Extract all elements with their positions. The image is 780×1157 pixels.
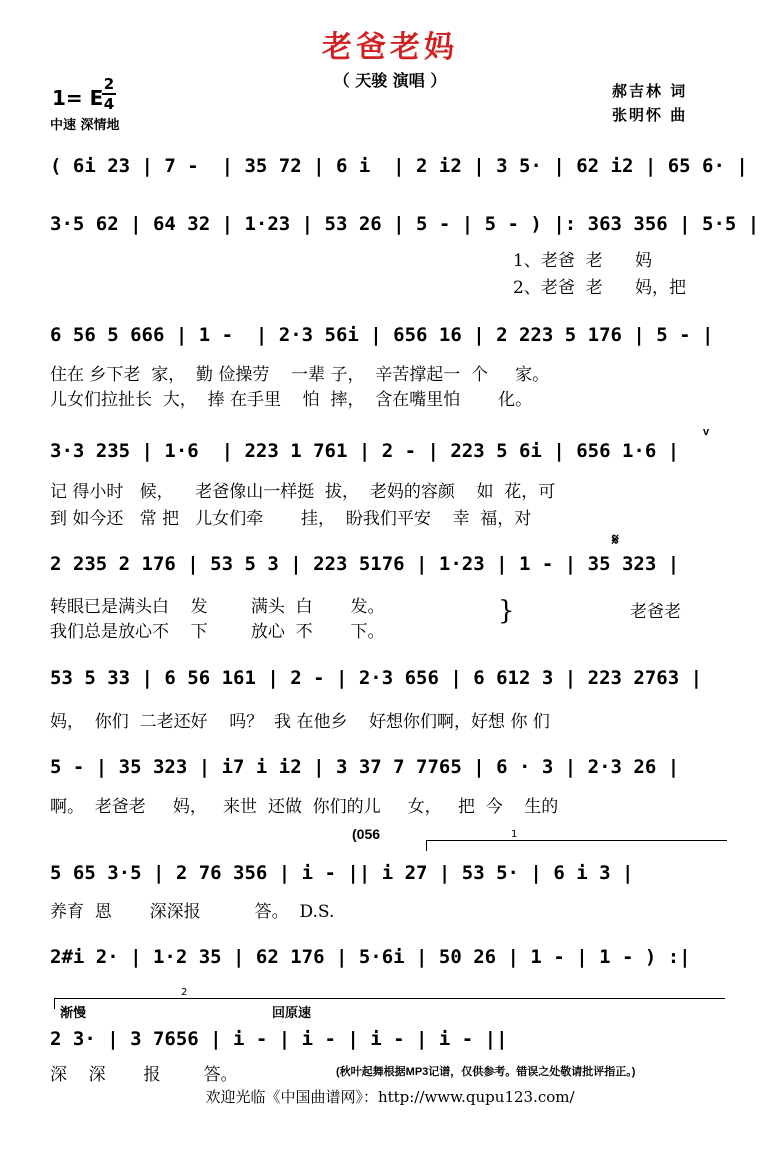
lyric-brace: } (498, 596, 515, 626)
time-signature (102, 76, 116, 112)
score-row-9: 2#i 2· | 1·2 35 | 62 176 | 5·6i | 50 26 | 1 - | 1 - ) :| (50, 946, 691, 968)
song-title: 老爸老妈 (322, 30, 458, 65)
lyric-verse1-intro: 1、老爸 老 妈 (513, 251, 653, 271)
lyric-row-5-coda: 老爸老 (630, 602, 681, 622)
volta-2 (54, 987, 725, 1009)
volta-1-label: 1 (511, 829, 518, 840)
lyric-row-5a: 转眼已是满头白 发 满头 白 发。 (50, 597, 385, 617)
score-row-8: 5 65 3·5 | 2 76 356 | i - || i 27 | 53 5· | 6 i 3 | (50, 862, 634, 884)
score-row-4: 3·3 235 | 1·6 | 223 1 761 | 2 - | 223 5 6i | 656 1·6 | (50, 440, 680, 462)
volta-1 (426, 829, 727, 851)
lyric-row-5b: 我们总是放心不 下 放心 不 下。 (50, 622, 385, 642)
volta-2-label: 2 (181, 987, 188, 998)
transcription-note: (秋叶起舞根据MP3记谱，仅供参考。错误之处敬请批评指正。) (336, 1066, 636, 1078)
score-row-7: 5 - | 35 323 | i7 i i2 | 3 37 7 7765 | 6 · 3 | 2·3 26 | (50, 756, 680, 778)
lyric-row-10: 深 深 报 答。 (50, 1065, 238, 1085)
segno-sign: 𝄋 (612, 532, 619, 549)
score-row-3: 6 56 5 666 | 1 - | 2·3 56i | 656 16 | 2 223 5 176 | 5 - | (50, 324, 714, 346)
lyric-row-6: 妈， 你们 二老还好 吗？ 我 在他乡 好想你们啊，好想 你 们 (50, 712, 550, 732)
lyricist-credit: 郝吉林 词 (612, 82, 688, 100)
lyric-row-4b: 到 如今还 常 把 儿女们牵 挂， 盼我们平安 幸 福，对 (50, 509, 532, 529)
lyric-row-3a: 住在 乡下老 家， 勤 俭操劳 一辈 子， 辛苦撑起一 个 家。 (50, 365, 550, 385)
meter-bottom: 4 (103, 95, 115, 113)
score-row-5: 2 235 2 176 | 53 5 3 | 223 5176 | 1·23 | 1 - | 35 323 | (50, 553, 680, 575)
composer-credit: 张明怀 曲 (612, 106, 688, 124)
lyric-verse2-intro: 2、老爸 老 妈，把 (513, 278, 687, 298)
score-row-2: 3·5 62 | 64 32 | 1·23 | 53 26 | 5 - | 5 - ) |: 363 356 | 5·5 | (50, 213, 760, 235)
key-signature: 1= E (52, 86, 104, 110)
score-row-10: 2 3· | 3 7656 | i - | i - | i - | i - || (50, 1028, 508, 1050)
a-tempo-marking: 回原速 (272, 1005, 312, 1020)
breath-mark: v (703, 426, 710, 438)
lyric-row-3b: 儿女们拉扯长 大， 捧 在手里 怕 摔， 含在嘴里怕 化。 (50, 390, 533, 410)
site-footer: 欢迎光临《中国曲谱网》：http://www.qupu123.com/ (205, 1088, 575, 1106)
tempo-marking: 中速 深情地 (50, 118, 120, 133)
lyric-row-7: 啊。 老爸老 妈， 来世 还做 你们的儿 女， 把 今 生的 (50, 797, 559, 817)
lyric-row-8: 养育 恩 深深报 答。 D.S. (50, 902, 335, 922)
meter-top: 2 (103, 75, 115, 93)
intro-bracket: (056 (352, 826, 381, 842)
score-row-1: ( 6i 23 | 7 - | 35 72 | 6 i | 2 i2 | 3 5· | 62 i2 | 65 6· | (50, 155, 748, 177)
score-row-6: 53 5 33 | 6 56 161 | 2 - | 2·3 656 | 6 612 3 | 223 2763 | (50, 667, 703, 689)
singer-credit: （ 天骏 演唱 ） (333, 71, 447, 90)
ritardando-marking: 渐慢 (60, 1005, 87, 1020)
lyric-row-4a: 记 得小时 候， 老爸像山一样挺 拔， 老妈的容颜 如 花，可 (50, 482, 556, 502)
